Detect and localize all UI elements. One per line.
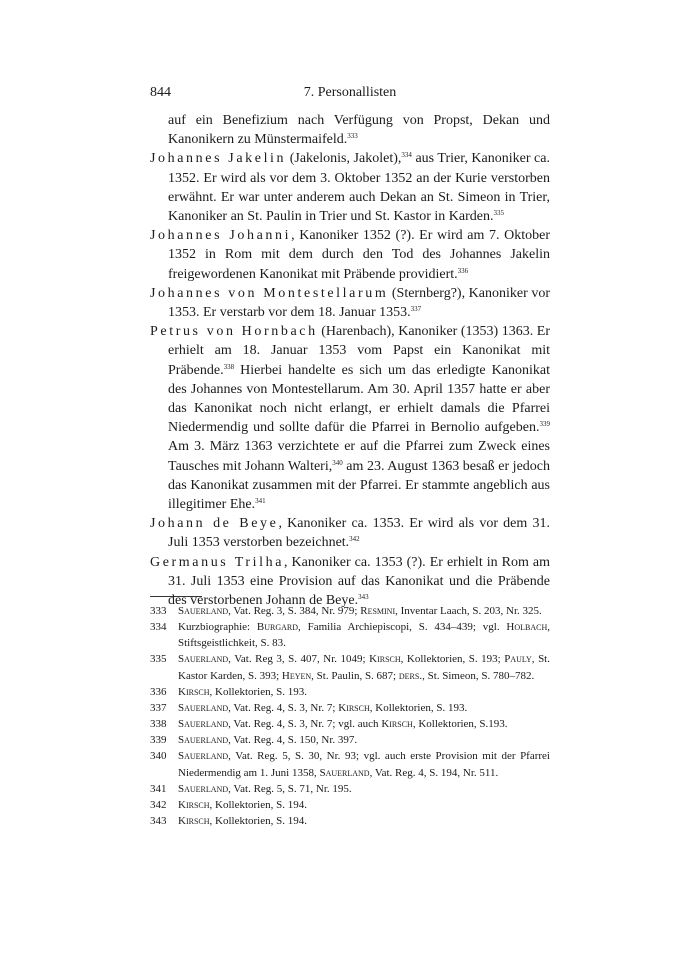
footnote-text: , Vat. Reg. 3, S. 384, Nr. 979; xyxy=(228,605,361,617)
footnote-text: , Vat. Reg. 4, S. 3, Nr. 7; xyxy=(228,701,339,714)
author-name: Burgard xyxy=(256,621,299,634)
footnote-text: , Vat. Reg. 4, S. 194, Nr. 511. xyxy=(369,766,499,779)
footnote-text: , Vat. Reg. 4, S. 150, Nr. 397. xyxy=(228,734,358,747)
footnote xyxy=(150,700,550,716)
footnote-text: , Vat. Reg 3, S. 407, Nr. 1049; xyxy=(228,653,370,666)
running-head: 7. Personallisten xyxy=(303,85,397,100)
entry-petrus-von-hornbach xyxy=(150,322,550,514)
author-name: Heyen xyxy=(281,669,312,682)
footnote-ref[interactable]: 341 xyxy=(255,497,266,506)
author-name: Sauerland xyxy=(178,782,229,795)
author-name: Sauerland xyxy=(178,750,229,763)
author-name: Sauerland xyxy=(178,701,229,714)
author-name: Holbach xyxy=(506,621,548,634)
author-name: Kirsch xyxy=(178,798,210,811)
author-name: Sauerland xyxy=(178,605,229,617)
footnote-ref[interactable]: 342 xyxy=(349,535,360,544)
footnote-text: , Kollektorien, S.193. xyxy=(412,718,508,731)
footnote-number: 339 xyxy=(150,734,167,747)
footnote-ref[interactable]: 343 xyxy=(358,593,369,602)
entry-text: , Kanoniker ca. 1353. Er wird als vor dem 31. Juli 1353 verstorben bezeichnet. xyxy=(168,516,550,551)
author-name: ders. xyxy=(398,669,423,682)
footnote-ref[interactable]: 340 xyxy=(332,458,343,467)
entry-text: (Jakelonis, Jakolet), xyxy=(286,151,402,167)
footnote-text: , Vat. Reg. 4, S. 3, Nr. 7; vgl. auch xyxy=(228,718,382,731)
footnotes xyxy=(150,603,550,829)
footnote-number: 336 xyxy=(150,685,167,698)
page-number: 844 xyxy=(150,85,171,100)
entry-name: Johannes Johanni xyxy=(150,228,292,244)
entry-name: Johannes Jakelin xyxy=(150,151,287,167)
footnote-number: 341 xyxy=(150,782,167,795)
author-name: Kirsch xyxy=(178,685,210,698)
entry-johannes-von-montestellarum xyxy=(150,284,550,322)
entry-continuation xyxy=(150,111,550,149)
footnote-text: , Inventar Laach, S. 203, Nr. 325. xyxy=(395,605,542,617)
entry-name: Germanus Trilha xyxy=(150,554,285,570)
footnote-rule xyxy=(150,596,202,597)
author-name: Pauly xyxy=(504,653,532,666)
footnote-ref[interactable]: 337 xyxy=(410,305,422,314)
footnote-number: 333 xyxy=(150,605,167,617)
author-name: Kirsch xyxy=(381,718,413,731)
footnote xyxy=(150,603,550,619)
entry-text: am 23. August 1363 besaß er jedoch das Kanonikat zusammen mit der Pfarrei. Er stammte angeblich aus illegitimer Ehe. xyxy=(168,458,550,513)
footnote-number: 338 xyxy=(150,718,167,731)
footnote-text: Kurzbiographie: xyxy=(178,621,257,634)
footnote-number: 337 xyxy=(150,701,167,714)
footnote-text: , Familia Archiepiscopi, S. 434–439; vgl. xyxy=(298,621,507,634)
footnote-text: , Vat. Reg. 5, S. 71, Nr. 195. xyxy=(228,782,352,795)
footnote-number: 335 xyxy=(150,653,167,666)
footnote-ref[interactable]: 334 xyxy=(401,151,412,160)
entry-germanus-trilha xyxy=(150,553,550,611)
footnote-text: , St. Kastor Karden, S. 393; xyxy=(178,653,550,682)
footnote-number: 342 xyxy=(150,798,167,811)
footnote-ref[interactable]: 333 xyxy=(347,132,358,141)
footnote-text: , St. Paulin, S. 687; xyxy=(311,669,399,682)
footnote-text: , Kollektorien, S. 194. xyxy=(209,815,307,828)
footnote xyxy=(150,651,550,683)
footnote-text: , Stiftsgeistlichkeit, S. 83. xyxy=(178,621,551,650)
author-name: Kirsch xyxy=(338,701,370,714)
entry-johannes-johanni xyxy=(150,226,550,284)
entry-text: (Sternberg?), Kanoniker vor 1353. Er verstarb vor dem 18. Januar 1353. xyxy=(168,285,550,321)
footnote-text: , Kollektorien, S. 193. xyxy=(209,685,307,698)
footnote xyxy=(150,619,550,651)
entry-text: Hierbei handelte es sich um das erledigte Kanonikat des Johannes von Montestellarum. Am 30. April 1357 hatte er aber das Kanonikat noch nicht erlangt, er erhielt damals die Pfarrei Niedermendig und sollte dafür die Pfarrei in Bernolio aufgeben. xyxy=(168,362,550,436)
footnote-text: , St. Simeon, S. 780–782. xyxy=(422,669,535,682)
author-name: Sauerland xyxy=(178,718,229,731)
author-name: Sauerland xyxy=(178,734,229,747)
footnote xyxy=(150,748,550,780)
author-name: Sauerland xyxy=(319,766,370,779)
entry-text: aus Trier, Kanoniker ca. 1352. Er wird als vor dem 3. Oktober 1352 an der Kurie verstorben erwähnt. Er war unter anderem auch Dekan an St. Simeon in Trier, Kanoniker an St. Paulin in Trier und St. Kastor in Karden. xyxy=(168,151,550,225)
footnote xyxy=(150,797,550,813)
footnote-number: 343 xyxy=(150,815,167,828)
author-name: Kirsch xyxy=(178,815,210,828)
entry-johann-de-beye xyxy=(150,514,550,552)
author-name: Resmini xyxy=(360,605,396,617)
footnote-ref[interactable]: 336 xyxy=(457,266,469,275)
footnote-ref[interactable]: 339 xyxy=(539,420,550,429)
author-name: Sauerland xyxy=(178,653,229,666)
footnote xyxy=(150,716,550,732)
entry-text: , Kanoniker ca. 1353 (?). Er erhielt in Rom am 31. Juli 1353 eine Provision auf das Kanonikat und die Präbende des verstorbenen Johann de Beye. xyxy=(168,554,551,609)
entry-name: Johann de Beye xyxy=(150,516,279,532)
footnote-number: 334 xyxy=(150,621,167,634)
footnote xyxy=(150,781,550,797)
footnote-ref[interactable]: 335 xyxy=(493,209,504,218)
entry-text: (Harenbach), Kanoniker (1353) 1363. Er erhielt am 18. Januar 1353 vom Papst ein Kanonikat mit Präbende. xyxy=(168,324,550,378)
entry-text: Am 3. März 1363 verzichtete er auf die Pfarrei zum Zweck eines Tausches mit Johann Walteri, xyxy=(168,439,550,474)
main-text xyxy=(150,111,550,610)
entry-johannes-jakelin xyxy=(150,149,550,226)
footnote-ref[interactable]: 338 xyxy=(223,362,235,371)
footnote-number: 340 xyxy=(150,750,167,763)
entry-text: , Kanoniker 1352 (?). Er wird am 7. Oktober 1352 in Rom mit dem durch den Tod des Johannes Jakelin freigewordenen Kanonikat mit Präbende providiert. xyxy=(168,228,550,282)
entry-name: Johannes von Montestellarum xyxy=(150,285,389,301)
entry-name: Petrus von Hornbach xyxy=(150,324,318,340)
footnote-text: , Kollektorien, S. 194. xyxy=(209,798,307,811)
footnote-text: , Vat. Reg. 5, S. 30, Nr. 93; vgl. auch erste Provision mit der Pfarrei Niedermendig am 1. Juni 1358, xyxy=(178,750,550,779)
footnote xyxy=(150,684,550,700)
footnote xyxy=(150,732,550,748)
footnote-text: , Kollektorien, S. 193; xyxy=(400,653,505,666)
footnote-text: , Kollektorien, S. 193. xyxy=(369,701,468,714)
author-name: Kirsch xyxy=(369,653,401,666)
footnote xyxy=(150,813,550,829)
entry-text: auf ein Benefizium nach Verfügung von Propst, Dekan und Kanonikern zu Münstermaifeld. xyxy=(168,113,550,148)
